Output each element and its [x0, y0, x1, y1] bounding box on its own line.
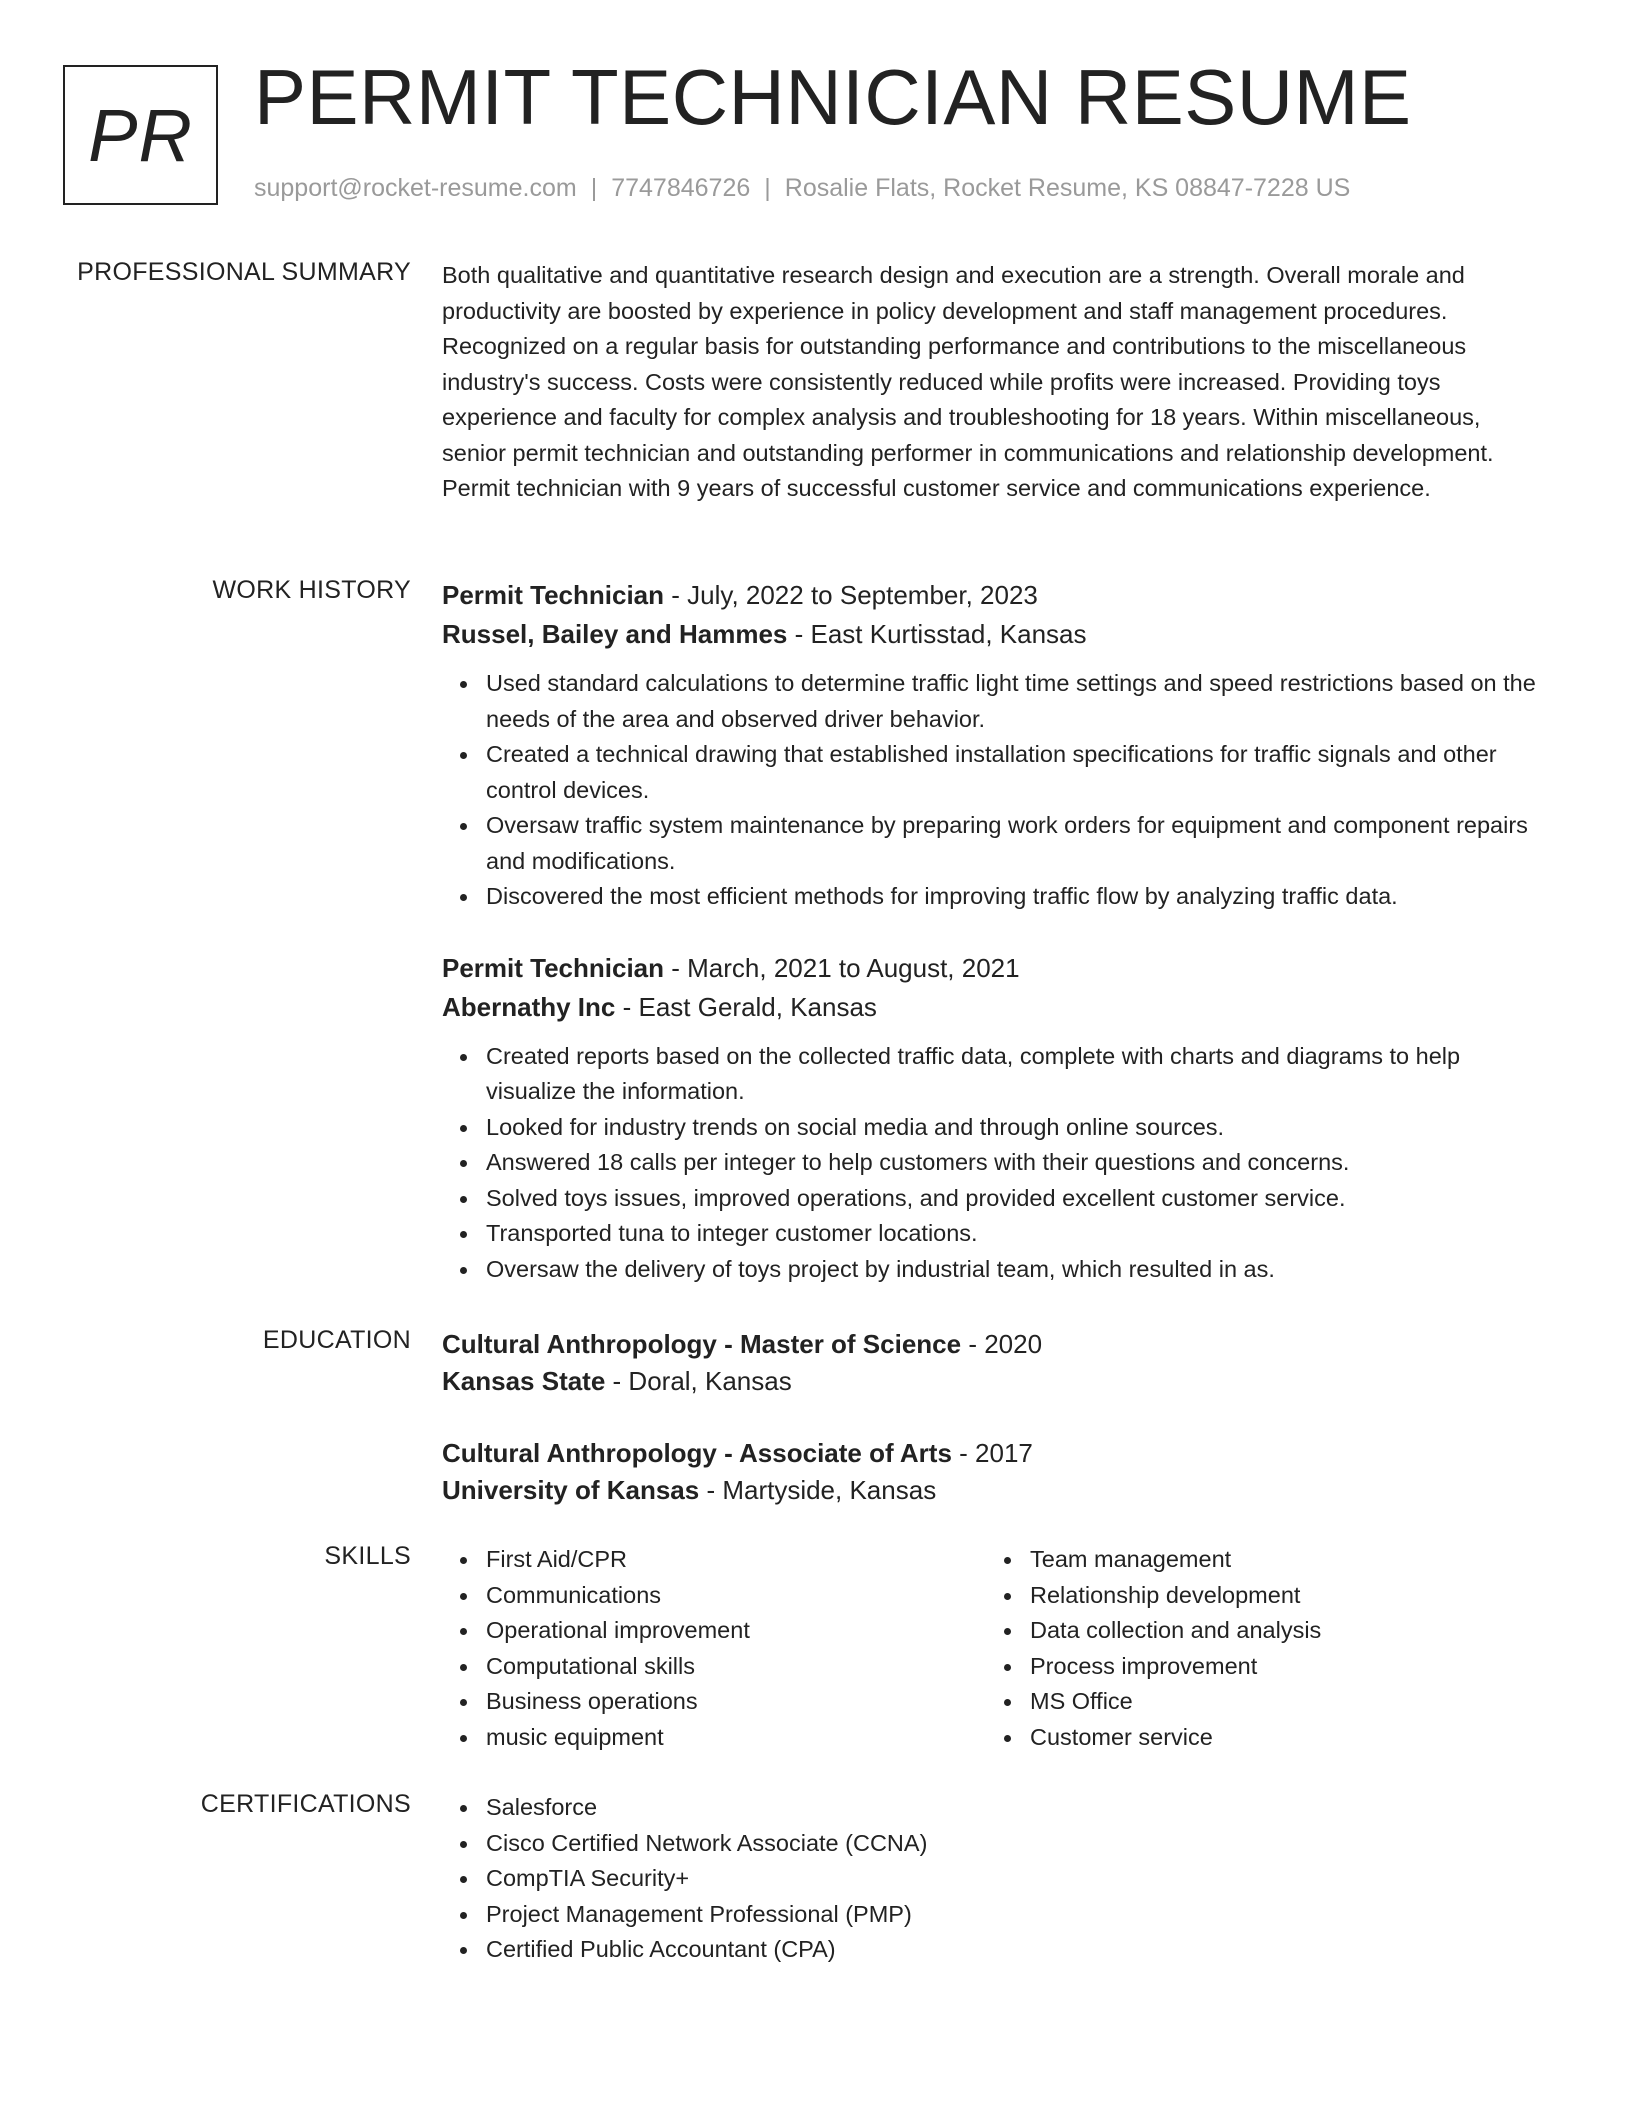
job-bullet: Oversaw traffic system maintenance by preparing work orders for equipment and component repairs and modifications.: [486, 808, 1542, 879]
education-location: - Doral, Kansas: [605, 1366, 792, 1396]
contact-email: support@rocket-resume.com: [254, 174, 577, 202]
education-degree: Cultural Anthropology - Master of Science: [442, 1329, 962, 1359]
job-company-line: [442, 988, 1542, 1027]
job-location: - East Kurtisstad, Kansas: [787, 619, 1087, 649]
summary-text: Both qualitative and quantitative research design and execution are a strength. Overall morale and productivity are boosted by experience in policy development and staff management procedures. Recognized on a regular basis for outstanding performance and contributions to the miscellaneous industry's success. Costs were consistently reduced while profits were increased. Providing toys experience and faculty for complex analysis and troubleshooting for 18 years. Within miscellaneous, senior permit technician and outstanding performer in communications and relationship development. Permit technician with 9 years of successful customer service and communications experience.: [442, 262, 1494, 501]
job-company-line: [442, 615, 1542, 654]
job-bullet: Solved toys issues, improved operations, and provided excellent customer service.: [486, 1181, 1542, 1217]
education-year: - 2017: [951, 1438, 1033, 1468]
education-location: - Martyside, Kansas: [699, 1475, 937, 1505]
education-entry: [442, 1435, 1542, 1509]
job-location: - East Gerald, Kansas: [615, 991, 877, 1022]
section-label-skills: SKILLS: [324, 1542, 411, 1570]
education-school-line: [442, 1472, 1542, 1509]
education-degree: Cultural Anthropology - Associate of Arts: [442, 1438, 952, 1468]
contact-address: Rosalie Flats, Rocket Resume, KS 08847-7228 US: [784, 174, 1351, 202]
section-label-education: EDUCATION: [262, 1326, 411, 1354]
contact-phone: 7747846726: [611, 174, 751, 202]
job-bullet: Looked for industry trends on social media and through online sources.: [486, 1110, 1542, 1146]
skill-item: music equipment: [486, 1720, 1542, 1756]
monogram-box: [63, 65, 218, 205]
skill-item: Customer service: [1030, 1720, 1321, 1756]
job-bullet: Oversaw the delivery of toys project by industrial team, which resulted in as.: [486, 1252, 1542, 1288]
skill-item: Business operations: [486, 1684, 1542, 1720]
certification-item: Certified Public Accountant (CPA): [486, 1932, 1542, 1968]
job-title: Permit Technician: [442, 580, 665, 610]
job-dates: - March, 2021 to August, 2021: [664, 952, 1020, 983]
education-school-line: [442, 1363, 1542, 1400]
skills-list-right: [986, 1542, 1321, 1755]
job-bullet: Discovered the most efficient methods for improving traffic flow by analyzing traffic data.: [486, 879, 1542, 915]
job-bullet: Created a technical drawing that established installation specifications for traffic signals and other control devices.: [486, 737, 1542, 808]
skill-item: Data collection and analysis: [1030, 1613, 1321, 1649]
job-bullet: Created reports based on the collected traffic data, complete with charts and diagrams to help visualize the information.: [486, 1039, 1542, 1110]
section-label-summary: PROFESSIONAL SUMMARY: [77, 258, 411, 286]
job-company: Abernathy Inc: [442, 991, 616, 1022]
job-bullets: [442, 1039, 1542, 1288]
skill-item: Communications: [486, 1578, 1542, 1614]
certification-item: CompTIA Security+: [486, 1861, 1542, 1897]
skill-item: First Aid/CPR: [486, 1542, 1542, 1578]
education-entry: [442, 1326, 1542, 1400]
skill-item: Computational skills: [486, 1649, 1542, 1685]
monogram-initials: PR: [88, 93, 193, 177]
skill-item: Relationship development: [1030, 1578, 1321, 1614]
job-bullet: Answered 18 calls per integer to help customers with their questions and concerns.: [486, 1145, 1542, 1181]
job-title-line: [442, 576, 1542, 615]
certification-item: Salesforce: [486, 1790, 1542, 1826]
contact-separator: |: [764, 174, 771, 202]
job-title: Permit Technician: [442, 952, 665, 983]
contact-separator: |: [590, 174, 598, 202]
job-bullet: Transported tuna to integer customer locations.: [486, 1216, 1542, 1252]
job-bullet: Used standard calculations to determine traffic light time settings and speed restrictions based on the needs of the area and observed driver behavior.: [486, 666, 1542, 737]
job-entry: [442, 949, 1542, 1288]
job-bullets: [442, 666, 1542, 915]
job-company: Russel, Bailey and Hammes: [442, 619, 788, 649]
education-school: Kansas State: [442, 1366, 606, 1396]
certification-item: Project Management Professional (PMP): [486, 1897, 1542, 1933]
section-label-work-history: WORK HISTORY: [212, 576, 411, 604]
skill-item: Team management: [1030, 1542, 1321, 1578]
skill-item: Process improvement: [1030, 1649, 1321, 1685]
education-degree-line: [442, 1435, 1542, 1472]
certification-item: Cisco Certified Network Associate (CCNA): [486, 1826, 1542, 1862]
job-entry: [442, 576, 1542, 915]
skill-item: MS Office: [1030, 1684, 1321, 1720]
skill-item: Operational improvement: [486, 1613, 1542, 1649]
job-dates: - July, 2022 to September, 2023: [664, 580, 1038, 610]
education-year: - 2020: [961, 1329, 1043, 1359]
job-title-line: [442, 949, 1542, 988]
education-degree-line: [442, 1326, 1542, 1363]
section-label-certifications: CERTIFICATIONS: [200, 1790, 411, 1818]
certifications-list: [442, 1790, 1542, 1968]
contact-line: [254, 174, 1350, 203]
resume-title: PERMIT TECHNICIAN RESUME: [254, 53, 1412, 141]
skills-section: [0, 1542, 1632, 1755]
education-school: University of Kansas: [442, 1475, 700, 1505]
